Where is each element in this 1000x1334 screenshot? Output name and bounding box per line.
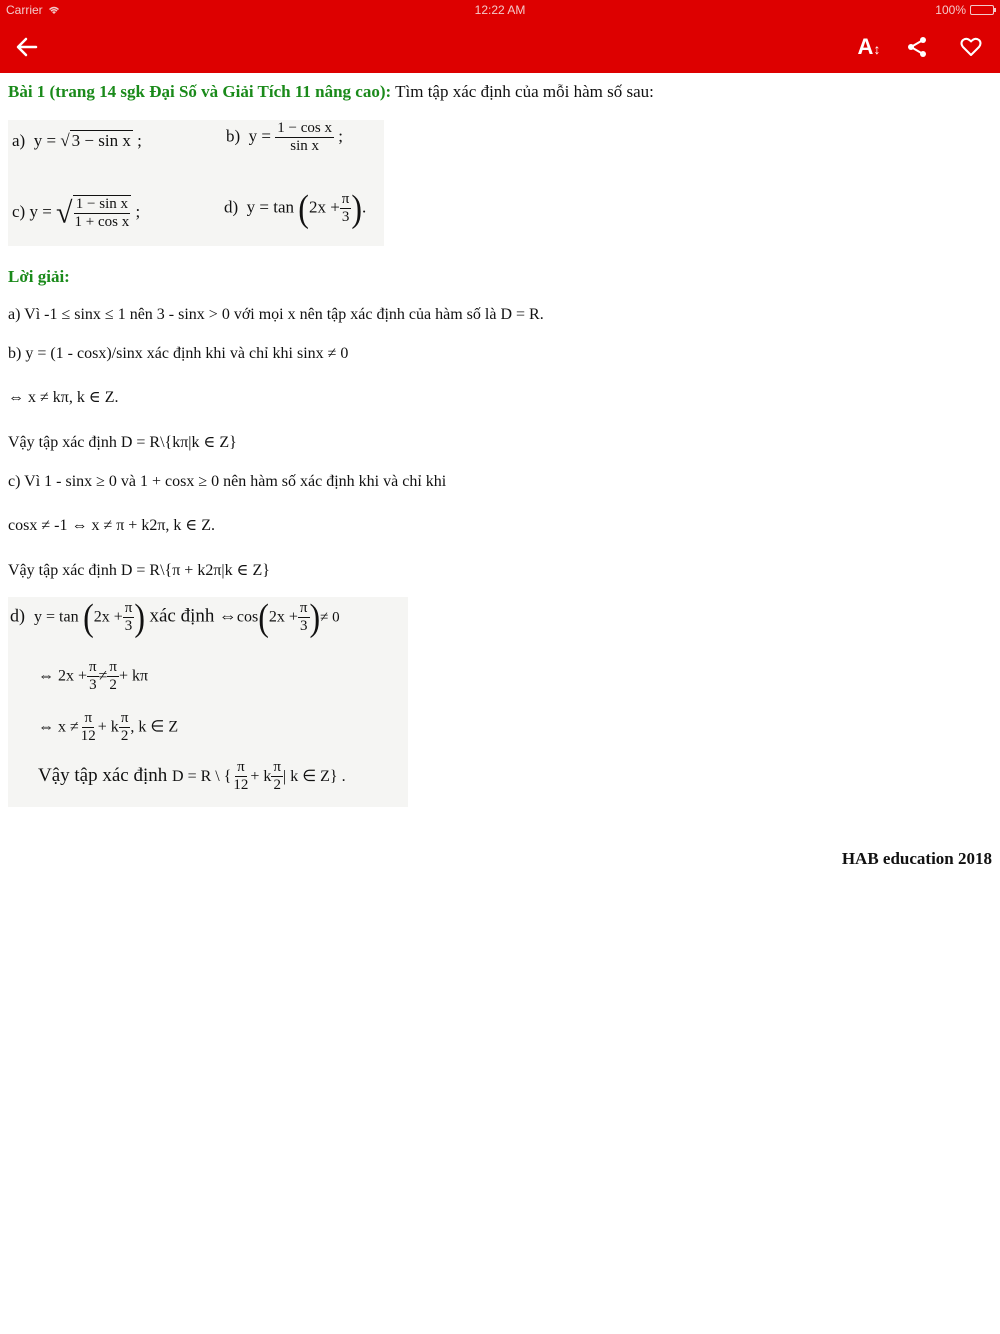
status-bar [0, 0, 1000, 20]
carrier-label: Carrier [6, 3, 43, 17]
battery-icon [970, 5, 994, 15]
solution-d-row-2: ⇔ 2x + $\frac{\pi}{3}$ ≠ $\frac{\pi}{2}$ + kπ [38, 659, 149, 694]
back-button[interactable] [8, 28, 46, 66]
problem-c: c) y = √ $\frac{\text{1 − sin x}}{\text{1 + cos x}}$ ; [12, 196, 141, 231]
solution-d-row-4: Vậy tập xác định D = R \ { $\frac{\pi}{12}$ + k $\frac{\pi}{2}$ | k ∈ Z} . [38, 759, 346, 794]
solution-line-b2: ⇔ x ≠ kπ, k ∈ Z. [8, 389, 119, 406]
problem-equations [8, 120, 384, 246]
heart-icon [960, 37, 982, 57]
solution-line-a: a) Vì -1 ≤ sinx ≤ 1 nên 3 - sinx > 0 với mọi x nên tập xác định của hàm số là D = R. [8, 306, 544, 323]
font-size-button[interactable] [850, 28, 888, 66]
solution-line-b3: Vậy tập xác định D = R\{kπ|k ∈ Z} [8, 434, 237, 451]
solution-d-row-3: ⇔ x ≠ $\frac{\pi}{12}$ + k $\frac{\pi}{2}$ , k ∈ Z [38, 710, 179, 745]
battery-indicator [935, 3, 994, 17]
exercise-heading: Bài 1 (trang 14 sgk Đại Số và Giải Tích 11 nâng cao): [8, 82, 392, 101]
share-button[interactable] [898, 28, 936, 66]
solution-line-c: c) Vì 1 - sinx ≥ 0 và 1 + cosx ≥ 0 nên hàm số xác định khi và chỉ khi [8, 473, 447, 490]
solution-line-c2: cosx ≠ -1 ⇔ x ≠ π + k2π, k ∈ Z. [8, 517, 216, 534]
favorite-button[interactable] [952, 28, 990, 66]
exercise-title [8, 82, 654, 102]
problem-a: a) y = √ 3 − sin x ; [12, 131, 142, 150]
problem-b: b) y = $\frac{\text{1 − cos x}}{\text{sin x}}$ ; [226, 120, 343, 155]
nav-bar [0, 20, 1000, 73]
solution-line-c3: Vậy tập xác định D = R\{π + k2π|k ∈ Z} [8, 562, 270, 579]
battery-percent: 100% [935, 3, 966, 17]
solution-line-b: b) y = (1 - cosx)/sinx xác định khi và chỉ khi sinx ≠ 0 [8, 345, 349, 362]
solution-d-equations [8, 597, 408, 807]
share-icon [906, 36, 928, 58]
font-size-icon: A↕ [857, 34, 881, 59]
clock: 12:22 AM [474, 3, 526, 17]
problem-d: d) y = tan (2x + $\frac{\pi}{3}$ ). [224, 186, 367, 230]
exercise-prompt: Tìm tập xác định của mỗi hàm số sau: [391, 82, 654, 101]
footer-credit: HAB education 2018 [841, 849, 992, 868]
back-arrow-icon [16, 37, 38, 57]
solution-heading: Lời giải: [8, 267, 70, 286]
solution-d-row-1: d) y = tan (2x + $\frac{\pi}{3}$ ) xác định ⇔cos(2x + $\frac{\pi}{3}$ )≠ 0 [10, 595, 340, 639]
